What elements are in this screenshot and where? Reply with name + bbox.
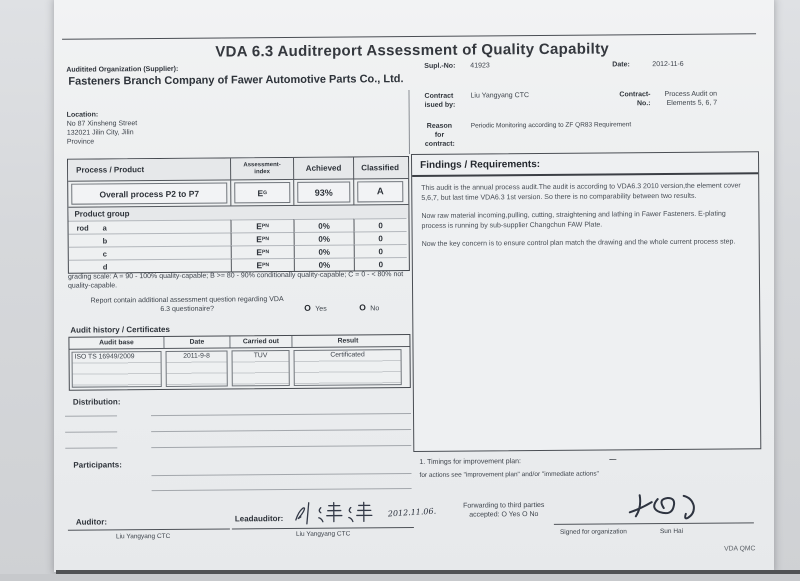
row-d-classified: 0 [354, 257, 407, 270]
contract-no-value-1: Process Audit on [664, 90, 718, 99]
audit-history-title: Audit history / Certificates [70, 324, 170, 335]
reason-label-3: contract: [424, 140, 455, 148]
timings-line-2: for actions see "improvement plan" and/or "immediate actions" [419, 470, 599, 479]
auditor-label: Auditor: [75, 517, 108, 527]
row-a-index: E PN [230, 219, 293, 232]
distribution-blank-long-1 [151, 413, 411, 416]
findings-title: Findings / Requirements: [412, 152, 758, 177]
footer-brand: VDA QMC [724, 545, 756, 553]
overall-process-label: Overall process P2 to P7 [71, 182, 227, 204]
supplier-label: Auditited Organization (Supplier): [66, 65, 179, 74]
leadauditor-handwritten-date: 2012.11.06. [387, 506, 437, 519]
leadauditor-signature [288, 499, 384, 528]
overall-index: E G [234, 182, 290, 203]
row-a-classified: 0 [353, 218, 406, 231]
title-top-rule [62, 33, 756, 39]
findings-paragraph-2: Now raw material incoming,pulling, cutting, straightening and lathing in Fawer Fasteners. E-plating process is running by sub-supplier Changchun FAW Plate. [421, 210, 726, 230]
radio-yes [304, 298, 327, 316]
product-row-d: d E PN 0% 0 [69, 257, 409, 273]
radio-icon-no: O [359, 302, 366, 313]
radio-icon-yes: O [304, 302, 311, 313]
timings-line-1: 1. Timings for improvement plan: [419, 458, 521, 466]
radio-label-yes: Yes [315, 305, 327, 313]
col-history-date: Date [163, 336, 229, 348]
auditor-signature-line [68, 515, 230, 530]
supplier-name: Fasteners Branch Company of Fawer Automotive Parts Co., Ltd. [68, 73, 404, 88]
row-a-achieved: 0% [293, 218, 353, 231]
radio-label-no: No [370, 305, 380, 313]
date-value: 2012-11-6 [652, 60, 684, 69]
distribution-blank-long-3 [151, 445, 411, 448]
assessment-table [67, 156, 410, 274]
col-process-product: Process / Product [76, 165, 145, 175]
forwarding-text: Forwarding to third parties accepted: O Yes O No [463, 501, 545, 519]
findings-paragraph-3: Now the key concern is to ensure control plan match the drawing and the whole current process step. [421, 238, 736, 248]
distribution-blank-short-2 [65, 431, 117, 432]
distribution-blank-short-1 [65, 415, 117, 416]
timings-dash: — [609, 456, 617, 464]
reason-label-2: for [434, 131, 445, 139]
col-result: Result [291, 335, 403, 347]
reason-value: Periodic Monitoring according to ZF QR83 Requirement [470, 121, 632, 130]
distribution-blank-short-3 [65, 447, 117, 448]
col-assessment-index-2: index [254, 168, 270, 175]
contract-no-label-1: Contract- [619, 91, 651, 99]
auditor-name: Liu Yangyang CTC [115, 532, 171, 541]
contract-no-label-2: No.: [636, 100, 651, 108]
row-b-classified: 0 [354, 231, 407, 244]
address-line-2: 132021 Jilin City, Jilin [66, 129, 134, 137]
participants-blank-1 [151, 473, 411, 476]
row-c-index: E PN [231, 245, 294, 258]
overall-classified: A [357, 181, 403, 202]
organization-signature-line [554, 505, 754, 525]
audit-history-table [68, 334, 410, 391]
distribution-blank-long-2 [151, 429, 411, 432]
row-b-achieved: 0% [294, 231, 354, 244]
product-row-c: c E PN 0% 0 [69, 244, 409, 260]
column-divider [408, 90, 410, 154]
scan-bottom-margin [0, 574, 800, 581]
address-line-3: Province [66, 138, 95, 146]
overall-achieved: 93% [297, 181, 350, 202]
history-result: Certificated [330, 351, 365, 359]
history-carried-out: TUV [253, 352, 268, 360]
signed-name: Sun Hai [659, 527, 684, 536]
contract-by-label-2: isued by: [424, 101, 456, 109]
row-c-achieved: 0% [294, 244, 354, 257]
paper-sheet [54, 0, 774, 572]
additional-question: Report contain additional assessment question regarding VDA 6.3 questionaire? [90, 296, 284, 313]
grading-scale-note: grading scale: A = 90 - 100% quality-capable; B >= 80 - 90% conditionally quality-capable; C = 0 - < 80% not quality-capable. [67, 271, 404, 290]
row-c-classified: 0 [354, 244, 407, 257]
page-title: VDA 6.3 Auditreport Assessment of Quality Capabilty [215, 40, 610, 61]
row-d-achieved: 0% [294, 257, 354, 270]
participants-label: Participants: [73, 460, 122, 470]
col-assessment-index-1: Assessment- [243, 161, 281, 168]
distribution-label: Distribution: [72, 397, 121, 407]
product-group-label: Product group [68, 204, 408, 221]
col-achieved: Achieved [293, 157, 353, 178]
contract-no-value-2: Elements 5, 6, 7 [666, 99, 718, 108]
findings-box [411, 151, 761, 452]
row-d-index: E PN [231, 258, 294, 271]
date-label: Date: [612, 61, 630, 69]
row-b-index: E PN [231, 232, 294, 245]
participants-blank-2 [152, 488, 412, 491]
product-row-b: b E PN 0% 0 [69, 231, 409, 247]
supl-no-label: Supl.-No: [424, 62, 456, 70]
history-date: 2011-9-8 [183, 352, 210, 360]
col-classified: Classified [353, 157, 406, 178]
radio-no [359, 297, 379, 315]
signed-for-organization-label: Signed for organization [559, 528, 627, 536]
leadauditor-label: Leadauditor: [234, 514, 284, 524]
reason-label-1: Reason [426, 122, 453, 130]
address-line-1: No 87 Xinsheng Street [66, 120, 138, 128]
findings-paragraph-1: This audit is the annual process audit.The audit is according to VDA6.3 2010 version,the element cover 5,6,7, but last time VDA6.3 1st version. So there is no comparability between two results. [421, 182, 741, 202]
contract-by-label-1: Contract [424, 92, 454, 100]
contract-by-value: Liu Yangyang CTC [470, 92, 530, 100]
product-row-a: rod a E PN 0% 0 [68, 218, 408, 234]
col-carried-out: Carried out [229, 336, 291, 347]
leadauditor-name: Liu Yangyang CTC [295, 530, 351, 538]
supl-no-value: 41923 [470, 62, 490, 70]
col-audit-base: Audit base [99, 339, 134, 347]
location-label: Location: [66, 111, 99, 119]
history-audit-base: ISO TS 16949/2009 [74, 353, 135, 361]
